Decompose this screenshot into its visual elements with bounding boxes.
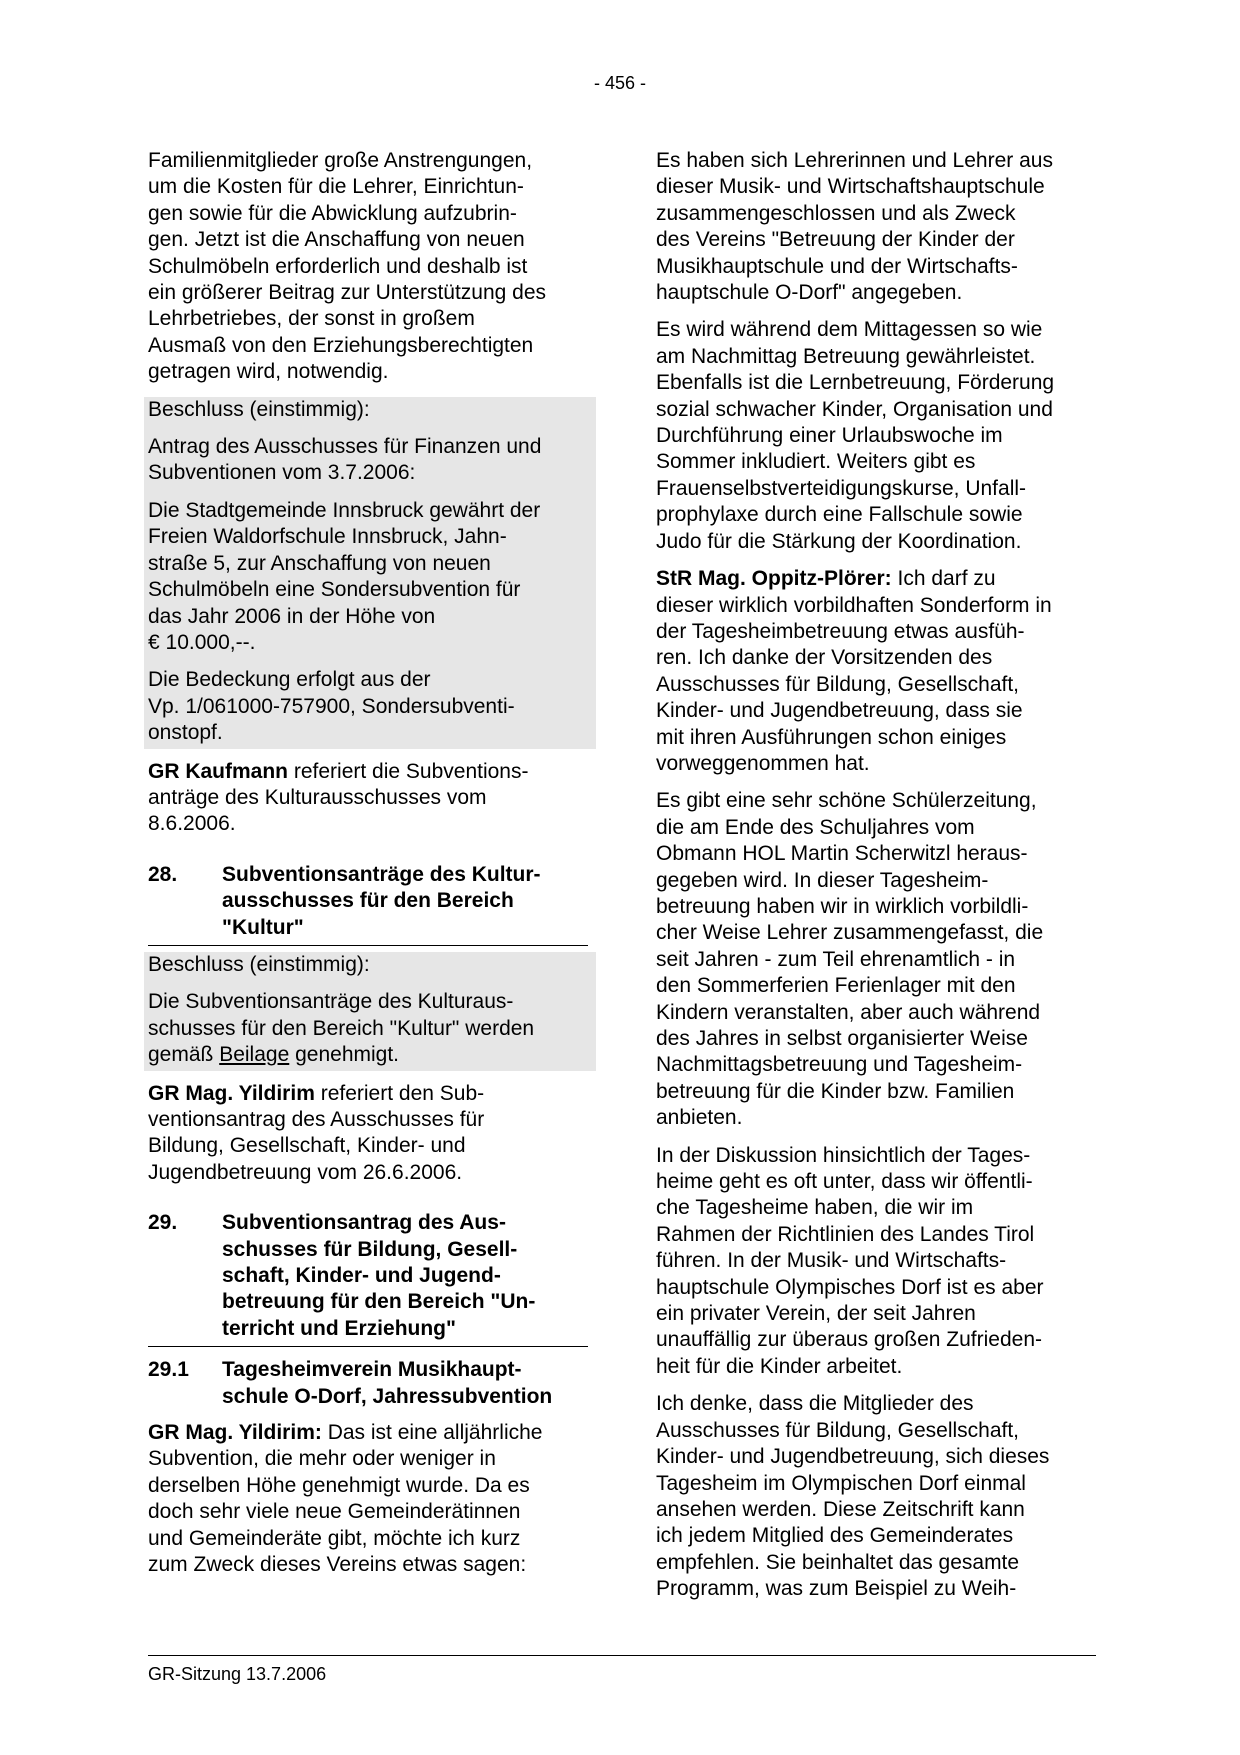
text-run: heit für die Kinder arbeitet. (656, 1354, 903, 1378)
agenda-title-line: "Kultur" (222, 915, 304, 939)
text-line (656, 1497, 1096, 1523)
text-line (656, 698, 1096, 724)
text-line (656, 566, 1096, 592)
text-run: 8.6.2006. (148, 812, 236, 836)
resolution-box (144, 397, 596, 749)
text-line (148, 952, 592, 978)
paragraph (656, 788, 1096, 1131)
text-run: Ausschusses für Bildung, Gesellschaft, (656, 672, 1020, 696)
text-run: betreuung für die Kinder bzw. Familien (656, 1079, 1015, 1103)
text-run: Ich darf zu (891, 567, 996, 591)
text-run: Programm, was zum Beispiel zu Weih- (656, 1577, 1017, 1601)
text-run: zusammengeschlossen und als Zweck (656, 201, 1016, 225)
paragraph (148, 148, 588, 386)
text-line (656, 1550, 1096, 1576)
text-line (148, 1446, 588, 1472)
text-run: Ausmaß von den Erziehungsberechtigten (148, 333, 534, 357)
text-line (656, 254, 1096, 280)
paragraph (148, 1420, 588, 1578)
text-run: Schulmöbeln eine Sondersubvention für (148, 578, 521, 602)
text-run: ventionsantrag des Ausschusses für (148, 1108, 485, 1131)
text-line (656, 645, 1096, 671)
text-line (148, 201, 588, 227)
text-run: mit ihren Ausführungen schon einiges (656, 725, 1007, 749)
text-run: ren. Ich danke der Vorsitzenden des (656, 646, 993, 670)
text-run: Subvention, die mehr oder weniger in (148, 1447, 496, 1471)
text-run: Tagesheim im Olympischen Dorf einmal (656, 1471, 1026, 1495)
attachment-link[interactable]: Beilage (219, 1043, 290, 1067)
text-run: anträge des Kulturausschusses vom (148, 785, 487, 809)
text-line (656, 1169, 1096, 1195)
text-line (656, 1222, 1096, 1248)
text-line (656, 593, 1096, 619)
footer-session-date: GR-Sitzung 13.7.2006 (148, 1664, 327, 1684)
page-number: - 456 - (593, 73, 647, 93)
text-line (148, 1107, 588, 1133)
text-run: che Tagesheime haben, die wir im (656, 1196, 974, 1220)
text-line (656, 344, 1096, 370)
text-line (656, 502, 1096, 528)
text-run: Bildung, Gesellschaft, Kinder- und (148, 1134, 466, 1158)
agenda-title-line: Tagesheimverein Musikhaupt- (222, 1358, 522, 1382)
text-run: Nachmittagsbetreuung und Tagesheim- (656, 1053, 1023, 1077)
text-line (148, 551, 592, 577)
text-line (656, 529, 1096, 555)
text-line (656, 672, 1096, 698)
text-line (656, 1523, 1096, 1549)
text-line (656, 1195, 1096, 1221)
text-run: seit Jahren - zum Teil ehrenamtlich - in (656, 947, 1016, 971)
text-run: Beschluss (einstimmig): (148, 952, 370, 976)
text-line (148, 604, 592, 630)
text-run: prophylaxe durch eine Fallschule sowie (656, 503, 1023, 527)
text-run: des Vereins "Betreuung der Kinder der (656, 228, 1015, 252)
text-line (656, 1301, 1096, 1327)
text-run: und Gemeinderäte gibt, möchte ich kurz (148, 1526, 521, 1550)
text-line (148, 1420, 588, 1446)
text-run: Sommer inkludiert. Weiters gibt es (656, 450, 976, 474)
text-line (656, 280, 1096, 306)
text-run: unauffällig zur überaus großen Zufrieden- (656, 1328, 1043, 1352)
text-line (656, 1248, 1096, 1274)
text-line (656, 947, 1096, 973)
text-run: derselben Höhe genehmigt wurde. Da es (148, 1473, 530, 1497)
text-line (148, 227, 588, 253)
text-run: In der Diskussion hinsichtlich der Tages- (656, 1143, 1031, 1167)
text-line (656, 725, 1096, 751)
text-run: Ebenfalls ist die Lernbetreuung, Förderung (656, 371, 1055, 395)
text-run: genehmigt. (289, 1043, 400, 1067)
text-line (656, 751, 1096, 777)
text-line (656, 788, 1096, 814)
text-run: ein größerer Beitrag zur Unterstützung des (148, 281, 547, 305)
text-line (148, 397, 592, 423)
text-run: den Sommerferien Ferienlager mit den (656, 974, 1016, 998)
text-line (148, 720, 592, 746)
text-run: Subventionen vom 3.7.2006: (148, 461, 416, 485)
text-run: Ausschusses für Bildung, Gesellschaft, (656, 1418, 1020, 1442)
text-run: gen. Jetzt ist die Anschaffung von neuen (148, 228, 525, 252)
text-run: Lehrbetriebes, der sonst in großem (148, 307, 475, 331)
resolution-paragraph (148, 397, 592, 423)
text-line (656, 397, 1096, 423)
text-line (148, 759, 588, 785)
text-run: Kinder- und Jugendbetreuung, dass sie (656, 699, 1023, 723)
speaker-name: GR Kaufmann (148, 759, 289, 783)
agenda-title-line: Subventionsanträge des Kultur- (222, 862, 541, 886)
agenda-title-line: Subventionsantrag des Aus- (222, 1211, 506, 1235)
resolution-paragraph (148, 952, 592, 978)
text-line (656, 894, 1096, 920)
text-run: ein privater Verein, der seit Jahren (656, 1302, 976, 1326)
text-line (656, 619, 1096, 645)
left-column (148, 148, 588, 1590)
text-run: Das ist eine alljährliche (321, 1421, 543, 1445)
text-line (148, 1160, 588, 1186)
text-line (656, 1105, 1096, 1131)
text-run: hauptschule Olympisches Dorf ist es aber (656, 1275, 1044, 1299)
text-run: Judo für die Stärkung der Koordination. (656, 529, 1022, 553)
agenda-title (222, 862, 541, 941)
text-run: Musikhauptschule und der Wirtschafts- (656, 254, 1018, 278)
paragraph (656, 566, 1096, 777)
agenda-heading (148, 862, 588, 946)
text-line (148, 577, 592, 603)
text-line (148, 1081, 588, 1107)
resolution-box (144, 952, 596, 1071)
agenda-heading (148, 1210, 588, 1347)
text-run: heime geht es oft unter, dass wir öffentli- (656, 1170, 1033, 1194)
text-line (148, 1016, 592, 1042)
footer-rule (148, 1655, 1096, 1656)
text-run: gegeben wird. In dieser Tagesheim- (656, 868, 989, 892)
text-run: empfehlen. Sie beinhaltet das gesamte (656, 1550, 1020, 1574)
text-run: anbieten. (656, 1106, 743, 1130)
text-line (656, 1000, 1096, 1026)
text-line (148, 989, 592, 1015)
text-line (656, 1471, 1096, 1497)
resolution-paragraph (148, 667, 592, 746)
text-line (148, 785, 588, 811)
text-line (656, 476, 1096, 502)
text-line (656, 370, 1096, 396)
text-run: getragen wird, notwendig. (148, 360, 389, 384)
right-column (656, 148, 1096, 1614)
text-run: Es wird während dem Mittagessen so wie (656, 318, 1043, 342)
text-line (148, 174, 588, 200)
text-run: Rahmen der Richtlinien des Landes Tirol (656, 1222, 1035, 1246)
text-run: Freien Waldorfschule Innsbruck, Jahn- (148, 525, 507, 549)
speaker-name: StR Mag. Oppitz-Plörer: (656, 567, 892, 591)
paragraph (656, 317, 1096, 555)
text-line (148, 333, 588, 359)
text-run: cher Weise Lehrer zusammengefasst, die (656, 921, 1044, 945)
paragraph (656, 1143, 1096, 1381)
paragraph (656, 148, 1096, 306)
paragraph (656, 1391, 1096, 1602)
text-line (656, 841, 1096, 867)
agenda-number: 29.1 (148, 1358, 189, 1382)
text-line (656, 201, 1096, 227)
text-run: das Jahr 2006 in der Höhe von (148, 604, 436, 628)
text-line (656, 1327, 1096, 1353)
text-run: sozial schwacher Kinder, Organisation und (656, 397, 1053, 421)
text-line (148, 1552, 588, 1578)
text-run: ansehen werden. Diese Zeitschrift kann (656, 1497, 1025, 1521)
text-run: referiert den Sub- (314, 1081, 485, 1105)
text-run: Obmann HOL Martin Scherwitzl heraus- (656, 842, 1028, 866)
resolution-paragraph (148, 434, 592, 487)
paragraph (148, 1081, 588, 1187)
text-run: dieser wirklich vorbildhaften Sonderform in (656, 593, 1052, 617)
text-run: referiert die Subventions- (288, 759, 529, 783)
text-run: der Tagesheimbetreuung etwas ausfüh- (656, 619, 1025, 643)
text-line (656, 423, 1096, 449)
text-line (656, 227, 1096, 253)
text-run: Kinder- und Jugendbetreuung, sich dieses (656, 1445, 1050, 1469)
text-run: Vp. 1/061000-757900, Sondersubventi- (148, 694, 515, 718)
text-line (656, 815, 1096, 841)
text-line (148, 1473, 588, 1499)
text-run: € 10.000,--. (148, 630, 256, 654)
text-run: Die Subventionsanträge des Kulturaus- (148, 990, 514, 1014)
text-line (656, 317, 1096, 343)
text-line (656, 1079, 1096, 1105)
text-run: Beschluss (einstimmig): (148, 397, 370, 421)
agenda-title (222, 1357, 552, 1410)
text-line (148, 811, 588, 837)
text-line (656, 1354, 1096, 1380)
agenda-title-line: ausschusses für den Bereich (222, 889, 514, 913)
agenda-title-line: schule O-Dorf, Jahressubvention (222, 1384, 553, 1408)
speaker-name: GR Mag. Yildirim: (148, 1421, 322, 1445)
text-line (656, 920, 1096, 946)
agenda-number: 28. (148, 862, 178, 886)
text-line (148, 667, 592, 693)
text-line (656, 1143, 1096, 1169)
text-run: Es gibt eine sehr schöne Schülerzeitung, (656, 789, 1037, 813)
text-line (148, 524, 592, 550)
text-run: vorweggenommen hat. (656, 751, 870, 775)
text-line (656, 449, 1096, 475)
resolution-paragraph (148, 989, 592, 1068)
agenda-title-line: schusses für Bildung, Gesell- (222, 1237, 518, 1261)
text-line (656, 1391, 1096, 1417)
agenda-subheading (148, 1357, 588, 1410)
text-run: Familienmitglieder große Anstrengungen, (148, 149, 533, 172)
text-line (148, 148, 588, 174)
agenda-title-line: betreuung für den Bereich "Un- (222, 1290, 536, 1314)
text-run: doch sehr viele neue Gemeinderätinnen (148, 1500, 521, 1524)
text-run: Frauenselbstverteidigungskurse, Unfall- (656, 476, 1027, 500)
text-run: Es haben sich Lehrerinnen und Lehrer aus (656, 149, 1053, 172)
text-run: dieser Musik- und Wirtschaftshauptschule (656, 175, 1045, 199)
text-run: Ich denke, dass die Mitglieder des (656, 1392, 974, 1416)
text-run: betreuung haben wir in wirklich vorbildli- (656, 894, 1029, 918)
text-line (656, 973, 1096, 999)
speaker-name: GR Mag. Yildirim (148, 1081, 315, 1105)
text-line (656, 1052, 1096, 1078)
text-run: Jugendbetreuung vom 26.6.2006. (148, 1160, 463, 1184)
text-line (148, 694, 592, 720)
text-run: schusses für den Bereich "Kultur" werden (148, 1016, 535, 1040)
text-run: Die Stadtgemeinde Innsbruck gewährt der (148, 498, 541, 522)
text-run: Antrag des Ausschusses für Finanzen und (148, 435, 542, 459)
text-line (148, 280, 588, 306)
text-line (148, 1499, 588, 1525)
text-run: hauptschule O-Dorf" angegeben. (656, 281, 963, 305)
agenda-title-line: schaft, Kinder- und Jugend- (222, 1264, 501, 1288)
text-run: Schulmöbeln erforderlich und deshalb ist (148, 254, 528, 278)
text-line (656, 1275, 1096, 1301)
text-line (148, 359, 588, 385)
text-run: zum Zweck dieses Vereins etwas sagen: (148, 1553, 527, 1577)
text-run: ich jedem Mitglied des Gemeinderates (656, 1524, 1014, 1548)
text-line (148, 1526, 588, 1552)
agenda-title-line: terricht und Erziehung" (222, 1316, 456, 1340)
text-line (656, 1026, 1096, 1052)
text-run: Kindern veranstalten, aber auch während (656, 1000, 1041, 1024)
text-run: Durchführung einer Urlaubswoche im (656, 424, 1003, 448)
text-run: Die Bedeckung erfolgt aus der (148, 668, 431, 692)
text-line (148, 1133, 588, 1159)
text-run: des Jahres in selbst organisierter Weise (656, 1027, 1028, 1050)
text-line (656, 174, 1096, 200)
resolution-paragraph (148, 498, 592, 656)
text-line (148, 498, 592, 524)
text-run: straße 5, zur Anschaffung von neuen (148, 551, 491, 575)
agenda-title (222, 1210, 535, 1342)
text-line (656, 1444, 1096, 1470)
text-line (656, 148, 1096, 174)
text-run: gemäß (148, 1043, 220, 1067)
text-run: onstopf. (148, 721, 223, 745)
text-line (656, 1418, 1096, 1444)
agenda-number: 29. (148, 1211, 178, 1235)
text-line (148, 254, 588, 280)
text-run: die am Ende des Schuljahres vom (656, 815, 975, 839)
text-run: gen sowie für die Abwicklung aufzubrin- (148, 201, 517, 225)
text-run: führen. In der Musik- und Wirtschafts- (656, 1249, 1007, 1273)
text-line (148, 434, 592, 460)
text-line (148, 1042, 592, 1068)
text-line (656, 868, 1096, 894)
text-line (148, 630, 592, 656)
text-line (148, 460, 592, 486)
text-run: um die Kosten für die Lehrer, Einrichtun- (148, 175, 524, 199)
text-line (148, 306, 588, 332)
text-run: am Nachmittag Betreuung gewährleistet. (656, 344, 1036, 368)
text-line (656, 1576, 1096, 1602)
paragraph (148, 759, 588, 838)
